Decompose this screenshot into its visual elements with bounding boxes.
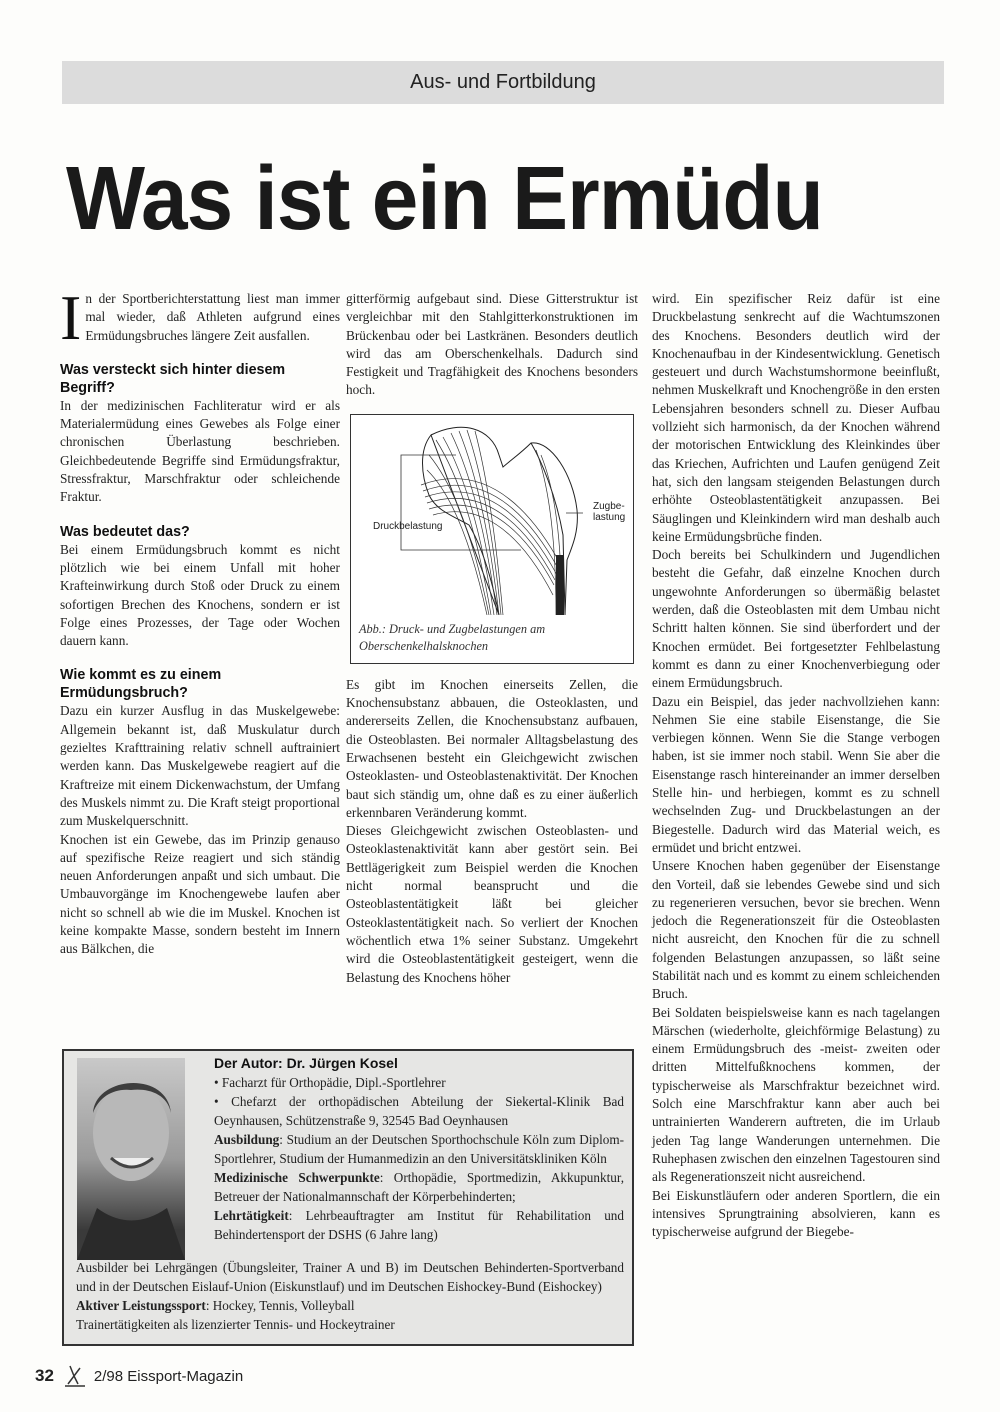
author-specialties: Medizinische Schwerpunkte: Orthopädie, Sportmedizin, Akkupunktur, Betreuer der Nationalmannschaft der Körperbehinderten;: [214, 1170, 624, 1204]
author-education: Ausbildung: Studium an der Deutschen Sporthochschule Köln zum Diplom-Sportlehrer, Studium der Humanmedizin an den Universitätskliniken Köln: [214, 1132, 624, 1166]
column-2: [346, 290, 638, 987]
author-bio-upper: [214, 1054, 624, 1244]
section-header: [62, 61, 944, 104]
paragraph: Dazu ein Beispiel, das jeder nachvollziehen kann: Nehmen Sie eine stabile Eisenstange, die Sie verbiegen können. Wenn Sie die Stange verbogen haben, ist sie immer noch stabil. Wenn Sie aber die Eisenstange rasch hintereinander an immer derselben Stelle hin- und herbiegen, kommt es zu schnell wechselnden Zug- und Druckbelastungen an der Biegestelle. Dadurch wird das Material weich, es ermüdet und bricht entzwei.: [652, 693, 940, 855]
intro-paragraph: In der Sportberichterstattung liest man immer mal wieder, daß Athleten aufgrund eines Ermüdungsbruches längere Zeit ausfallen.: [60, 282, 340, 353]
author-bio-lower: [76, 1258, 624, 1334]
skater-logo-icon: [62, 1364, 88, 1388]
author-bullet: • Chefarzt der orthopädischen Abteilung der Siekertal-Klinik Bad Oeynhausen, Schützenstraße 9, 32545 Bad Oeynhausen: [214, 1094, 624, 1128]
section-title: Aus- und Fortbildung: [410, 71, 596, 93]
paragraph: Dieses Gleichgewicht zwischen Osteoblasten- und Osteoklastenaktivität kann aber gestört sein. Bei Bettlägerigkeit zum Beispiel werden die Knochen nicht normal beansprucht und die Osteoblastentätigkeit läßt bei gleicher Osteoklastentätigkeit nach. So verliert der Knochen wöchentlich etwa 1% seiner Substanz. Umgekehrt wird die Osteoblastentätigkeit gesteigert, wenn die Belastung des Knochens höher: [346, 823, 638, 985]
cortex-shading: [556, 555, 564, 615]
page-number: 32: [35, 1366, 54, 1385]
femur-figure: [350, 414, 634, 664]
article-headline: Was ist ein Ermüdu: [66, 149, 823, 249]
author-instructor: Ausbilder bei Lehrgängen (Übungsleiter, Trainer A und B) im Deutschen Behinderten-Sportverband und in der Deutschen Eislauf-Union (Eiskunstlauf) und im Deutschen Eishockey-Bund (Eishockey): [76, 1260, 624, 1294]
author-teaching: Lehrtätigkeit: Lehrbeauftragter am Institut für Rehabilitation und Behindertensport der DSHS (6 Jahre lang): [214, 1208, 624, 1242]
author-coaching: Trainertätigkeiten als lizenzierter Tennis- und Hockeytrainer: [76, 1317, 395, 1332]
issue-label: 2/98 Eissport-Magazin: [93, 1367, 244, 1385]
label-tension-2: lastung: [593, 511, 626, 523]
author-sports: Aktiver Leistungssport: Hockey, Tennis, Volleyball: [76, 1298, 355, 1313]
page-footer: [35, 1364, 243, 1388]
author-photo: [77, 1058, 185, 1260]
paragraph: Bei einem Ermüdungsbruch kommt es nicht plötzlich wie bei einem Unfall mit hoher Krafteinwirkung durch Stoß oder Druck zu einem sofortigen Brechen des Knochens, sondern er ist Folge eines Prozesses, der Tage oder Wochen dauern kann.: [60, 541, 340, 649]
author-bullet: • Facharzt für Orthopädie, Dipl.-Sportlehrer: [214, 1075, 446, 1090]
author-title: Der Autor: Dr. Jürgen Kosel: [214, 1055, 398, 1071]
subheading: Wie kommt es zu einem Ermüdungsbruch?: [60, 667, 222, 702]
paragraph: In der medizinischen Fachliteratur wird er als Materialermüdung eines Gewebes als Folge einer chronischen Überlastung beschrieben. Gleichbedeutende Begriffe sind Ermüdungsfraktur, Stressfraktur, Marschfraktur oder schleichende Fraktur.: [60, 397, 340, 505]
subheading: Was bedeutet das?: [60, 523, 190, 540]
paragraph: Knochen ist ein Gewebe, das im Prinzip genauso auf spezifische Reize reagiert und sich ständig neuen Anforderungen anpaßt und sich umbaut. Die Umbauvorgänge im Knochengewebe laufen aber nicht so schnell ab wie die im Muskel. Knochen ist keine kompakte Masse, sondern besteht im Innern aus Bälkchen, die: [60, 831, 340, 957]
paragraph: gitterförmig aufgebaut sind. Diese Gitterstruktur ist vergleichbar mit den Stahlgitterkonstruktionen im Brückenbau oder bei Lastkränen. Besonders deutlich wird das am Oberschenkelhals. Dadurch sind Festigkeit und Tragfähigkeit des Knochens besonders hoch.: [346, 291, 638, 398]
paragraph: Bei Eiskunstläufern oder anderen Sportlern, die ein intensives Sprungtraining absolvieren, kann es typischerweise aufgrund der Biegebe-: [652, 1187, 940, 1240]
author-box: [62, 1049, 634, 1346]
paragraph: Bei Soldaten beispielsweise kann es nach tagelangen Märschen (wiederholte, gleichförmige Belastung) zu einem Ermüdungsbruch des -meist- zweiten oder dritten Mittelfußknochens kommen, der typischerweise als Marschfraktur bezeichnet wird. Solch eine Marschfraktur kann aber auch bei untrainierten Wanderern auftreten, die im Urlaub jeden Tag lange Wanderungen unternehmen. Die Ruhephasen zwischen den einzelnen Tagestouren sind als Regenerationszeit nicht ausreichend.: [652, 1004, 940, 1185]
paragraph: Dazu ein kurzer Ausflug in das Muskelgewebe: Allgemein bekannt ist, daß Muskulatur durch gezieltes Krafttraining relativ schnell auftrainiert werden kann. Das Muskelgewebe reagiert auf die Kraftreize mit einem Dickenwachstum, der Umfang des Muskels nimmt zu. Die Kraft steigt proportional zum Muskelquerschnitt.: [60, 703, 340, 829]
label-tension-1: Zugbe-: [593, 500, 625, 512]
paragraph: Unsere Knochen haben gegenüber der Eisenstange den Vorteil, daß sie lebendes Gewebe sind und sich zu regenerieren versuchen, bevor sie brechen. Wenn jedoch die Regenerationszeit für die Osteoblasten nicht ausreicht, den Knochen für die zu schnell folgenden Belastungen anzupassen, so läßt seine Stabilität nach und es kommt zu einem schleichenden Bruch.: [652, 858, 940, 1002]
column-3: [652, 290, 940, 1241]
figure-caption: Abb.: Druck- und Zugbelastungen am Oberschenkelhalsknochen: [359, 621, 546, 653]
paragraph: wird. Ein spezifischer Reiz dafür ist eine Druckbelastung senkrecht auf die Wachtumszonen des Knochens. Besonders deutlich wird der Knochenaufbau in der Kindesentwicklung. Genetisch gesteuert und durch Wachstumshormone beeinflußt, nehmen Muskelkraft und Knochengröße in den ersten Lebensjahren besonders schnell zu. Dieser Aufbau vollzieht sich harmonisch, da der Knochen während der motorischen Entwicklung des Kleinkindes über das Kriechen, Aufrichten und Laufen genügend Zeit hat, sich den langsam steigenden Belastungen durch erhöhte Osteoblastentätigkeit anzupassen. Bei Säuglingen und Kleinkindern wird man deshalb auch keine Ermüdungsbrüche finden.: [652, 291, 940, 544]
tension-lines: [421, 450, 561, 615]
drop-cap: I: [60, 282, 82, 353]
femur-diagram: [351, 415, 633, 615]
paragraph: Es gibt im Knochen einerseits Zellen, die Knochensubstanz abbauen, die Osteoklasten, und andererseits Zellen, die Knochensubstanz aufbauen, die Osteoblasten. Bei normaler Alltagsbelastung des Erwachsenen besteht ein Gleichgewicht zwischen Osteoklasten- und Osteoblastenaktivität. Der Knochen baut sich ständig um, ohne daß es zu einer äußerlich erkennbaren Veränderung kommt.: [346, 676, 638, 820]
subheading: Was versteckt sich hinter diesem Begriff?: [60, 361, 286, 396]
portrait-icon: [77, 1058, 185, 1260]
label-compression: Druckbelastung: [373, 520, 443, 532]
column-1: [60, 282, 340, 959]
paragraph: Doch bereits bei Schulkindern und Jugendlichen besteht die Gefahr, daß einzelne Knochen durch ungewohnte Anforderungen so übermäßig belastet werden, daß die Osteoblasten mit dem Umbau nicht Schritt halten können. Sie sind überfordert und der Knochen ermüdet. Bei fortgesetzter Fehlbelastung kommt es dann zu einer Knochenverbiegung oder einem Ermüdungsbruch.: [652, 547, 940, 691]
